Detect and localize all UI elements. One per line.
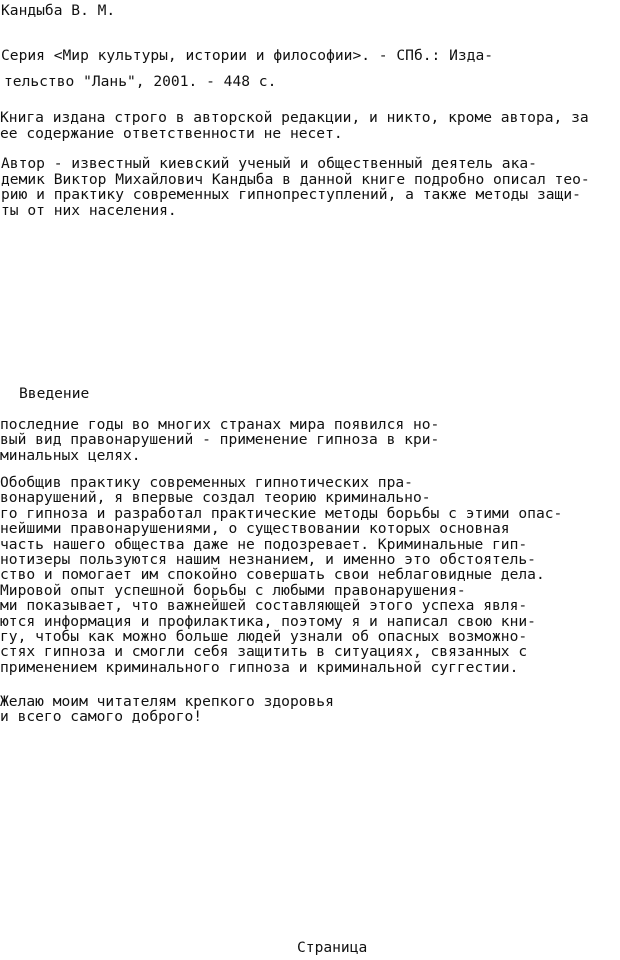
intro-line: Мировой опыт успешной борьбы с любыми правонарушения- [0, 581, 466, 599]
intro-line: Обобщив практику современных гипнотических пра- [0, 474, 413, 491]
editorial-notice [0, 110, 589, 141]
intro-line: последние годы во многих странах мира появился но- [0, 416, 440, 433]
publication-line-2: тельство "Лань", 2001. - 448 с. [4, 73, 277, 90]
intro-paragraph-2 [0, 475, 562, 675]
intro-line: стях гипноза и смогли себя защитить в ситуациях, связанных с [0, 643, 528, 661]
annotation-line: демик Виктор Михайлович Кандыба в данной книге подробно описал тео- [1, 170, 590, 188]
intro-line: ми показывает, что важнейшей составляющей этого успеха явля- [0, 597, 528, 615]
page-footer-label: Страница [297, 939, 368, 956]
intro-line: нейшими правонарушениями, о существовании которых основная [0, 520, 510, 538]
intro-title: Введение [19, 385, 90, 402]
annotation-line: ты от них населения. [1, 201, 177, 219]
intro-line: вонарушений, я впервые создал теорию криминально- [0, 489, 431, 507]
notice-line: ее содержание ответственности не несет. [0, 124, 343, 142]
publication-line-1: Серия <Мир культуры, истории и философии>. - СПб.: Изда- [1, 47, 494, 64]
intro-line: Желаю моим читателям крепкого здоровья [0, 693, 334, 710]
notice-line: Книга издана строго в авторской редакции, и никто, кроме автора, за [0, 109, 589, 126]
intro-line: минальных целях. [0, 446, 141, 464]
intro-line: гу, чтобы как можно больше людей узнали об опасных возможно- [0, 627, 528, 645]
annotation-line: Автор - известный киевский ученый и общественный деятель ака- [1, 155, 537, 172]
intro-line: нотизеры пользуются нашим незнанием, и именно это обстоятель- [0, 550, 536, 568]
intro-line: ство и помогает им спокойно совершать свои неблаговидные дела. [0, 566, 545, 584]
intro-line: ются информация и профилактика, поэтому я и написал свою кни- [0, 612, 536, 630]
annotation-paragraph [1, 156, 590, 218]
intro-paragraph-1 [0, 417, 439, 463]
intro-line: го гипноза и разработал практические методы борьбы с этими опас- [0, 504, 563, 522]
author-line: Кандыба В. М. [1, 2, 116, 19]
intro-line: вый вид правонарушений - применение гипноза в кри- [0, 431, 440, 449]
intro-line: применением криминального гипноза и криминальной суггестии. [0, 658, 519, 676]
intro-line: часть нашего общества даже не подозревает. Криминальные гип- [0, 535, 528, 553]
intro-paragraph-3 [0, 694, 334, 725]
annotation-line: рию и практику современных гипнопреступлений, а также методы защи- [1, 186, 581, 204]
intro-line: и всего самого доброго! [0, 708, 203, 726]
